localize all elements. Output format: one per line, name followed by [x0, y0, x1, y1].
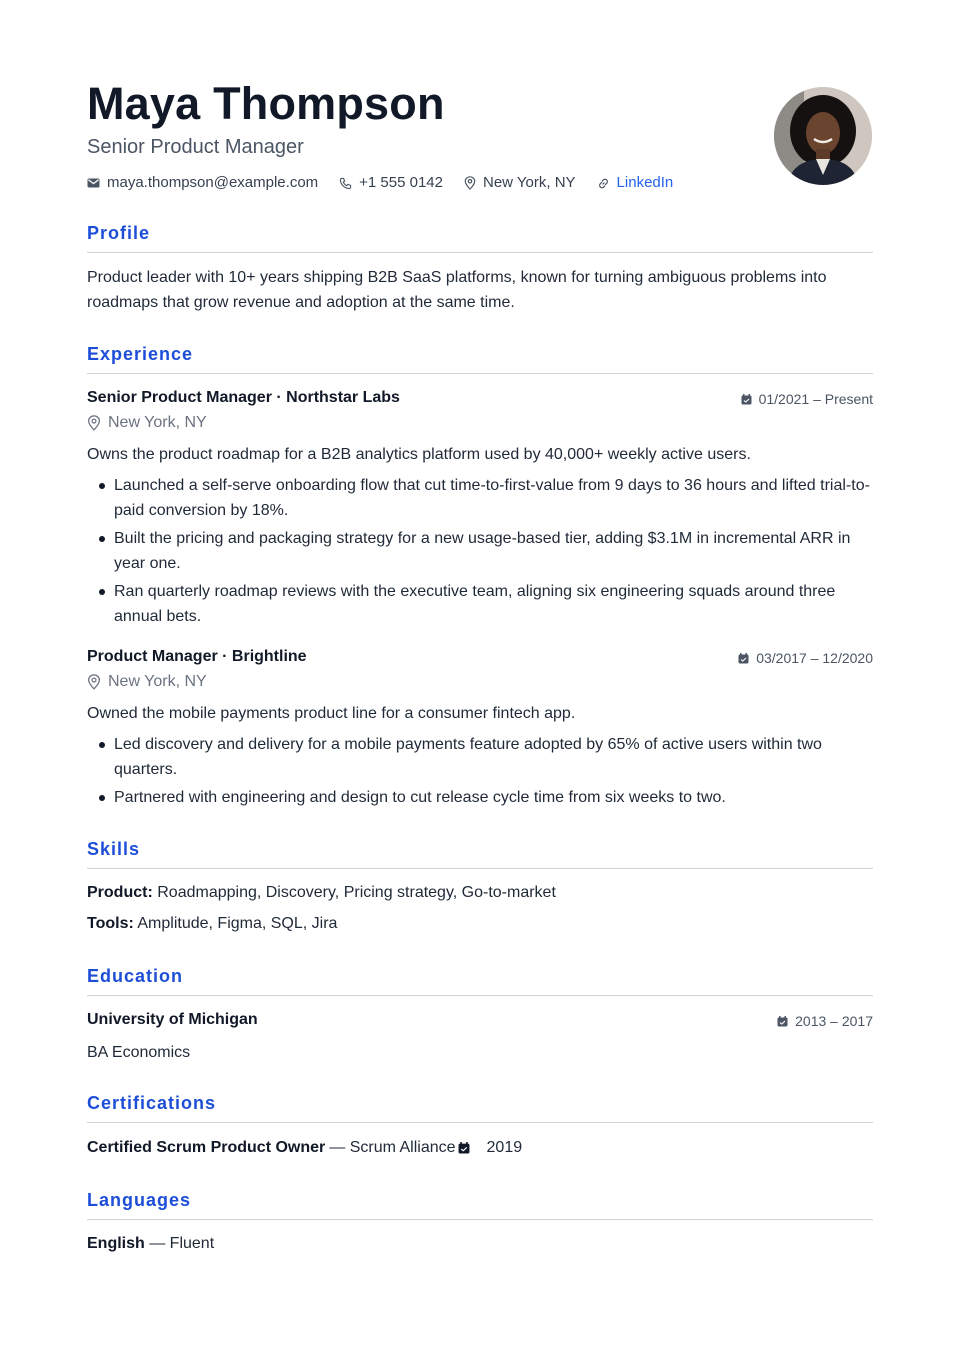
language-item [87, 1233, 214, 1255]
candidate-name: Maya Thompson [87, 78, 445, 129]
contact-row [87, 173, 694, 193]
list-item: Ran quarterly roadmap reviews with the executive team, aligning six engineering squads around three annual bets. [97, 579, 873, 629]
location-pin-icon [87, 415, 101, 431]
link-icon [597, 177, 610, 190]
job-title: Product Manager · Brightline [87, 648, 307, 665]
section-divider [87, 995, 873, 996]
location-pin-icon [87, 674, 101, 690]
job-dates [738, 648, 873, 668]
skill-group [87, 882, 556, 904]
certification-item [87, 1137, 522, 1159]
section-title-education: Education [87, 966, 184, 986]
section-title-languages: Languages [87, 1190, 192, 1210]
list-item: Built the pricing and packaging strategy for a new usage-based tier, adding $3.1M in incremental ARR in year one. [97, 526, 873, 576]
list-item: Led discovery and delivery for a mobile payments feature adopted by 65% of active users within two quarters. [97, 732, 873, 782]
skill-group-label: Tools: [87, 915, 134, 932]
email-text: maya.thompson@example.com [107, 174, 319, 191]
phone-text: +1 555 0142 [359, 174, 443, 191]
calendar-icon [777, 1016, 788, 1027]
list-item: Launched a self-serve onboarding flow that cut time-to-first-value from 9 days to 36 hours and lifted trial-to-paid conversion by 18%. [97, 473, 873, 523]
certification-year: 2019 [486, 1139, 523, 1156]
avatar [774, 87, 872, 185]
job-bullets [97, 473, 873, 632]
section-title-certifications: Certifications [87, 1093, 217, 1113]
job-summary: Owned the mobile payments product line for a consumer fintech app. [87, 705, 576, 722]
profile-summary: Product leader with 10+ years shipping B2B SaaS platforms, known for turning ambiguous problems into roadmaps that grow revenue and adoption at the same time. [87, 269, 827, 311]
linkedin-link[interactable]: LinkedIn [616, 174, 674, 191]
section-divider [87, 252, 873, 253]
location-text: New York, NY [483, 174, 576, 191]
language-level: — Fluent [149, 1235, 215, 1252]
section-divider [87, 1219, 873, 1220]
skill-group-label: Product: [87, 884, 153, 901]
job-location-text: New York, NY [108, 673, 207, 690]
contact-linkedin[interactable] [597, 173, 674, 193]
skill-group [87, 913, 337, 935]
candidate-title: Senior Product Manager [87, 136, 304, 158]
job-dates [741, 389, 873, 409]
education-dates-text: 2013 – 2017 [795, 1013, 873, 1029]
degree: BA Economics [87, 1044, 191, 1061]
section-title-profile: Profile [87, 223, 151, 243]
phone-icon [339, 177, 352, 190]
section-title-experience: Experience [87, 344, 194, 364]
location-pin-icon [464, 176, 476, 190]
job-title: Senior Product Manager · Northstar Labs [87, 389, 400, 406]
school-name: University of Michigan [87, 1011, 258, 1028]
contact-location [464, 173, 576, 193]
certification-name: Certified Scrum Product Owner [87, 1139, 326, 1156]
contact-email[interactable] [87, 173, 318, 193]
calendar-icon [458, 1142, 470, 1154]
profile-photo [774, 87, 872, 185]
job-dates-text: 03/2017 – 12/2020 [756, 650, 873, 666]
job-dates-text: 01/2021 – Present [758, 391, 873, 407]
section-title-skills: Skills [87, 839, 141, 859]
section-divider [87, 373, 873, 374]
section-divider [87, 1122, 873, 1123]
calendar-icon [738, 653, 749, 664]
contact-phone[interactable] [339, 173, 443, 193]
skill-group-items: Roadmapping, Discovery, Pricing strategy, Go-to-market [157, 884, 556, 901]
skill-group-items: Amplitude, Figma, SQL, Jira [137, 915, 338, 932]
section-divider [87, 868, 873, 869]
mail-icon [87, 178, 100, 188]
education-dates [777, 1011, 873, 1031]
calendar-icon [741, 394, 752, 405]
job-location [87, 671, 207, 693]
certification-issuer: — Scrum Alliance [329, 1139, 456, 1156]
list-item: Partnered with engineering and design to cut release cycle time from six weeks to two. [97, 785, 873, 810]
job-bullets [97, 732, 873, 813]
job-location-text: New York, NY [108, 414, 207, 431]
job-location [87, 412, 207, 434]
language-name: English [87, 1235, 145, 1252]
job-summary: Owns the product roadmap for a B2B analytics platform used by 40,000+ weekly active users. [87, 446, 751, 463]
